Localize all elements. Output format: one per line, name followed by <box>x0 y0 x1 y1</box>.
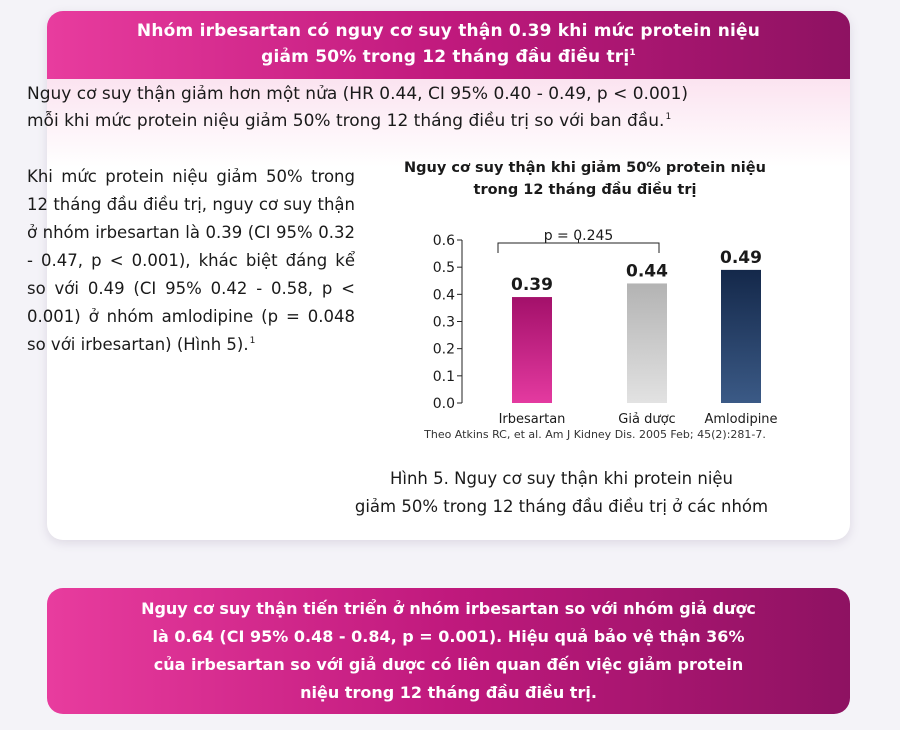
y-tick-label: 0.0 <box>432 396 455 412</box>
y-tick-label: 0.1 <box>432 368 455 385</box>
bar-1 <box>627 283 667 403</box>
bar-value-label: 0.49 <box>720 247 762 268</box>
intro-line-2-text: mỗi khi mức protein niệu giảm 50% trong 12 tháng điều trị so với ban đầu. <box>27 111 665 131</box>
y-tick-label: 0.2 <box>432 341 455 358</box>
left-paragraph-text: Khi mức protein niệu giảm 50% trong 12 tháng đầu điều trị, nguy cơ suy thận ở nhóm irbesartan là 0.39 (CI 95% 0.32 - 0.47, p < 0.001), khác biệt đáng kể so với 0.49 (CI 95% 0.42 - 0.58, p < 0.001) ở nhóm amlodipine (p = 0.048 so với irbesartan) (Hình 5). <box>27 167 355 354</box>
y-tick-label: 0.3 <box>432 314 455 331</box>
bar-value-label: 0.39 <box>511 275 553 296</box>
summary-line-4: niệu trong 12 tháng đầu điều trị. <box>300 683 597 702</box>
y-tick-label: 0.5 <box>432 260 455 277</box>
figure-caption-line-2: giảm 50% trong 12 tháng đầu điều trị ở các nhóm <box>354 497 769 516</box>
y-tick-label: 0.4 <box>432 287 455 304</box>
chart-title-line-2: trong 12 tháng đầu điều trị <box>473 182 697 198</box>
summary-line-2: là 0.64 (CI 95% 0.48 - 0.84, p = 0.001). Hiệu quả bảo vệ thận 36% <box>152 627 745 646</box>
bar-2 <box>721 270 761 403</box>
bar-0 <box>512 297 552 403</box>
intro-line-2 <box>27 108 787 138</box>
left-paragraph-superscript: 1 <box>249 336 256 346</box>
figure-caption <box>350 465 773 521</box>
intro-superscript: 1 <box>665 112 672 122</box>
intro-text <box>27 81 787 138</box>
chart-title-line-1: Nguy cơ suy thận khi giảm 50% protein niệu <box>404 160 766 176</box>
figure-caption-line-1: Hình 5. Nguy cơ suy thận khi protein niệu <box>389 469 734 488</box>
category-label: Irbesartan <box>498 412 566 427</box>
bar-chart <box>370 210 800 428</box>
significance-bracket <box>498 243 659 253</box>
p-value-annotation: p = 0.245 <box>543 228 614 244</box>
summary-line-1: Nguy cơ suy thận tiến triển ở nhóm irbesartan so với nhóm giả dược <box>141 599 756 618</box>
bar-value-label: 0.44 <box>626 261 668 282</box>
category-label: Giả dược <box>618 412 676 427</box>
summary-box <box>47 588 850 714</box>
citation: Theo Atkins RC, et al. Am J Kidney Dis. 2005 Feb; 45(2):281-7. <box>424 428 766 441</box>
category-label: Amlodipine <box>704 412 778 427</box>
summary-line-3: của irbesartan so với giả dược có liên quan đến việc giảm protein <box>153 655 744 674</box>
card-header <box>47 11 850 79</box>
chart-title <box>375 157 795 201</box>
left-paragraph <box>27 163 355 362</box>
header-superscript: 1 <box>629 47 636 58</box>
header-line-1: Nhóm irbesartan có nguy cơ suy thận 0.39 khi mức protein niệu <box>136 20 761 41</box>
y-tick-label: 0.6 <box>432 233 455 249</box>
header-line-2 <box>47 44 850 73</box>
intro-line-1: Nguy cơ suy thận giảm hơn một nửa (HR 0.44, CI 95% 0.40 - 0.49, p < 0.001) <box>27 84 689 104</box>
header-line-2-text: giảm 50% trong 12 tháng đầu điều trị <box>261 46 630 67</box>
